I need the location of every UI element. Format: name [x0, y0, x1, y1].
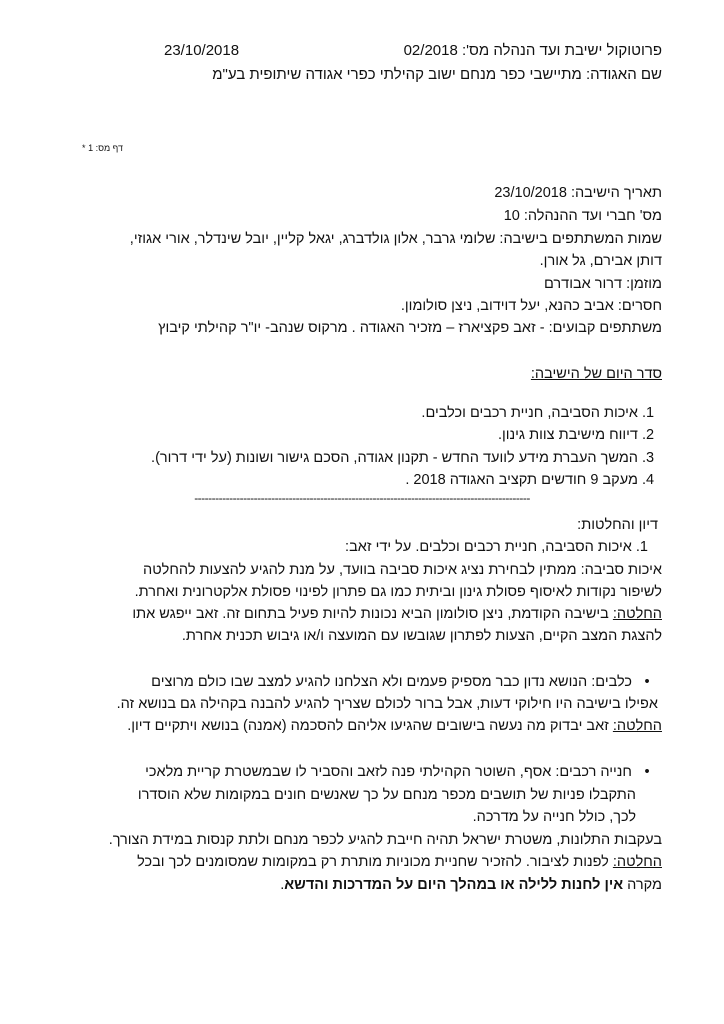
agenda-item-text: מעקב 9 חודשים תקציב האגודה 2018 .	[405, 472, 638, 488]
agenda-item-4	[405, 470, 662, 490]
bullet-icon: •	[644, 674, 650, 690]
environment-decision-line-1: החלטה: בישיבה הקודמת, ניצן סולומון הביא נכונות להיות פעיל בתחום זה. זאב ייפגש אתו	[132, 606, 662, 622]
agenda-item-3	[151, 448, 662, 468]
members-count: מס' חברי ועד ההנהלה: 10	[503, 208, 662, 224]
decision-label: החלטה:	[612, 606, 662, 622]
meeting-date: תאריך הישיבה: 23/10/2018	[494, 185, 662, 201]
discussion-title: דיון והחלטות:	[577, 517, 658, 533]
parking-decision: החלטה: לפנות לציבור. להזכיר שחניית מכוניות מותרת רק במקומות שמסומנים לכך ובכל	[137, 854, 662, 870]
decision-label: החלטה:	[612, 718, 662, 734]
participants-line-2: דותן אבירם, גל אורן.	[539, 253, 662, 269]
bullet-icon: •	[644, 764, 650, 780]
regulars-line: משתתפים קבועים: - זאב פקציארז – מזכיר האגודה . מרקוס שנהב- יו"ר קהילתי קיבוץ	[158, 320, 662, 336]
dogs-decision: החלטה: זאב יבדוק מה נעשה בישובים שהגיעו אליהם להסכמה (אמנה) בנושא ויתקיים דיון.	[127, 718, 662, 734]
environment-line-1: איכות סביבה: ממתין לבחירת נציג איכות סביבה בוועד, על מנת להגיע להצעות להחלטה	[143, 562, 662, 578]
discussion-item-1-heading: 1. איכות הסביבה, חניית רכבים וכלבים. על ידי זאב:	[345, 539, 648, 555]
agenda-item-2	[498, 425, 662, 445]
dogs-line-2: אפילו בישיבה היו חילוקי דעות, אבל ברור לכולם שצריך להגיע להבנה בקהילה גם בנושא זה.	[116, 696, 658, 712]
association-name: שם האגודה: מתיישבי כפר מנחם ישוב קהילתי כפרי אגודה שיתופית בע"מ	[212, 66, 662, 83]
page-number: דף מס: 1 *	[82, 143, 123, 153]
environment-decision-line-2: להצגת המצב הקיים, הצעות לפתרון שגובשו עם המועצה ו/או גיבוש תכנית אחרת.	[181, 628, 662, 644]
agenda-item-1	[421, 403, 662, 423]
agenda-item-number: 2.	[642, 427, 655, 443]
agenda-item-number: 4.	[642, 472, 655, 488]
agenda-item-number: 1.	[642, 405, 655, 421]
bold-warning: אין לחנות ללילה או במהלך היום על המדרכות והדשא	[284, 877, 624, 893]
parking-line-3: לכך, כולל חנייה על מדרכה.	[472, 809, 636, 825]
parking-line-4: בעקבות התלונות, משטרת ישראל תהיה חייבת להגיע לכפר מנחם ולתת קנסות במידת הצורך.	[108, 832, 662, 848]
agenda-item-text: המשך העברת מידע לוועד החדש - תקנון אגודה, הסכם גישור ושונות (על ידי דרור).	[151, 450, 638, 466]
parking-line-1: • חנייה רכבים: אסף, השוטר הקהילתי פנה לזאב והסביר לו שבמשטרת קריית מלאכי	[145, 762, 658, 782]
agenda-item-text: דיווח מישיבת צוות גינון.	[497, 427, 638, 443]
parking-final-line: מקרה אין לחנות ללילה או במהלך היום על המדרכות והדשא.	[280, 877, 662, 893]
decision-label: החלטה:	[612, 854, 662, 870]
absent-line: חסרים: אביב כהנא, יעל דוידוב, ניצן סולומון.	[400, 298, 662, 314]
invited-line: מוזמן: דרור אבודרם	[544, 276, 662, 292]
dogs-line-1: • כלבים: הנושא נדון כבר מספיק פעמים ולא הצלחנו להגיע למצב שבו כולם מרוצים	[151, 672, 658, 692]
separator-line: ------------------------------------------------------------------------------------------------	[194, 491, 530, 505]
environment-line-2: לשיפור נקודות לאיסוף פסולת גינון וביתית כמו גם פתרון לפינוי פסולת אלקטרונית ואחרת.	[134, 584, 662, 600]
participants-line-1: שמות המשתתפים בישיבה: שלומי גרבר, אלון גולדברג, יגאל קליין, יובל שינדלר, אורי אגוזי,	[129, 231, 662, 247]
parking-line-2: התקבלו פניות של תושבים מכפר מנחם על כך שאנשים חונים במקומות שלא הוסדרו	[137, 787, 636, 803]
agenda-item-number: 3.	[642, 450, 655, 466]
agenda-item-text: איכות הסביבה, חניית רכבים וכלבים.	[421, 405, 638, 421]
agenda-title: סדר היום של הישיבה:	[530, 366, 662, 382]
protocol-number: פרוטוקול ישיבת ועד הנהלה מס': 02/2018	[403, 42, 662, 59]
protocol-date: 23/10/2018	[164, 42, 240, 59]
